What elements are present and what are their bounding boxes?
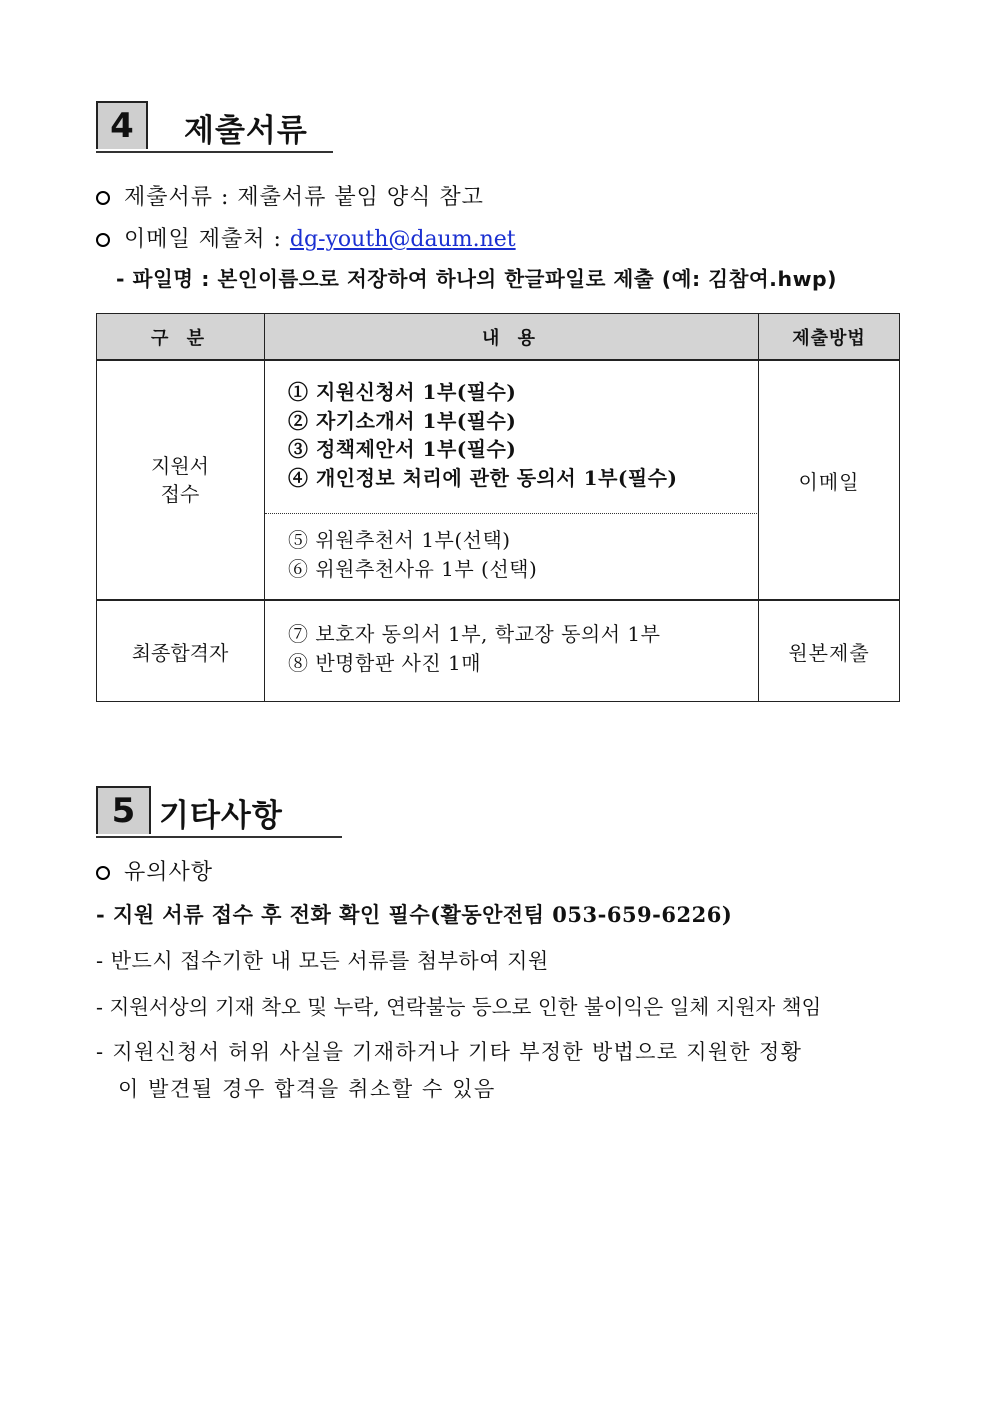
- circle-bullet-icon: [96, 233, 110, 247]
- header-category: 구 분: [97, 314, 264, 359]
- row-application-method: 이메일: [798, 469, 860, 494]
- optional-items-list: [288, 526, 537, 583]
- required-items-list: [288, 378, 677, 492]
- section-number: 5: [96, 786, 151, 834]
- section-title: 제출서류: [184, 113, 308, 149]
- row-application-category: 지원서 접수: [151, 454, 209, 506]
- section-5-heading: [96, 786, 342, 838]
- bullet-email: [96, 222, 516, 253]
- section-title: 기타사항: [159, 798, 283, 834]
- bullet-submission-docs: 제출서류 : 제출서류 붙임 양식 참고: [96, 180, 484, 211]
- note-false-info-cont: 이 발견될 경우 합격을 취소할 수 있음: [118, 1077, 496, 1101]
- header-content: 내 용: [265, 314, 758, 359]
- filename-note: - 파일명 : 본인이름으로 저장하여 하나의 한글파일로 제출 (예: 김참여.hwp): [116, 267, 838, 291]
- list-item: ③ 정책제안서 1부(필수): [288, 437, 517, 461]
- circle-bullet-icon: [96, 191, 110, 205]
- list-item: ④ 개인정보 처리에 관한 동의서 1부(필수): [288, 465, 678, 490]
- row-final-category: 최종합격자: [131, 640, 229, 665]
- section-4-heading: [96, 101, 333, 153]
- email-link[interactable]: dg-youth@daum.net: [289, 227, 516, 252]
- header-method: 제출방법: [759, 314, 899, 359]
- note-attach-all: - 반드시 접수기한 내 모든 서류를 첨부하여 지원: [96, 949, 549, 973]
- list-item: ② 자기소개서 1부(필수): [288, 408, 517, 433]
- note-false-info: - 지원신청서 허위 사실을 기재하거나 기타 부정한 방법으로 지원한 정황: [96, 1040, 803, 1064]
- row-final-method: 원본제출: [788, 640, 870, 665]
- circle-bullet-icon: [96, 866, 110, 880]
- list-item: ⑦ 보호자 동의서 1부, 학교장 동의서 1부: [288, 622, 661, 646]
- list-item: ⑤ 위원추천서 1부(선택): [288, 528, 511, 552]
- note-call-confirm: - 지원 서류 접수 후 전화 확인 필수(활동안전팀 053-659-6226): [96, 902, 733, 927]
- email-label: 이메일 제출처 :: [124, 227, 290, 252]
- bullet-notes: 유의사항: [96, 855, 213, 886]
- section-number: 4: [96, 101, 148, 149]
- note-responsibility: - 지원서상의 기재 착오 및 누락, 연락불능 등으로 인한 불이익은 일체 지원자 책임: [96, 995, 822, 1019]
- final-items-list: [288, 620, 660, 678]
- list-item: ⑧ 반명함판 사진 1매: [288, 651, 482, 675]
- list-item: ⑥ 위원추천사유 1부 (선택): [288, 556, 538, 581]
- list-item: ① 지원신청서 1부(필수): [288, 380, 517, 404]
